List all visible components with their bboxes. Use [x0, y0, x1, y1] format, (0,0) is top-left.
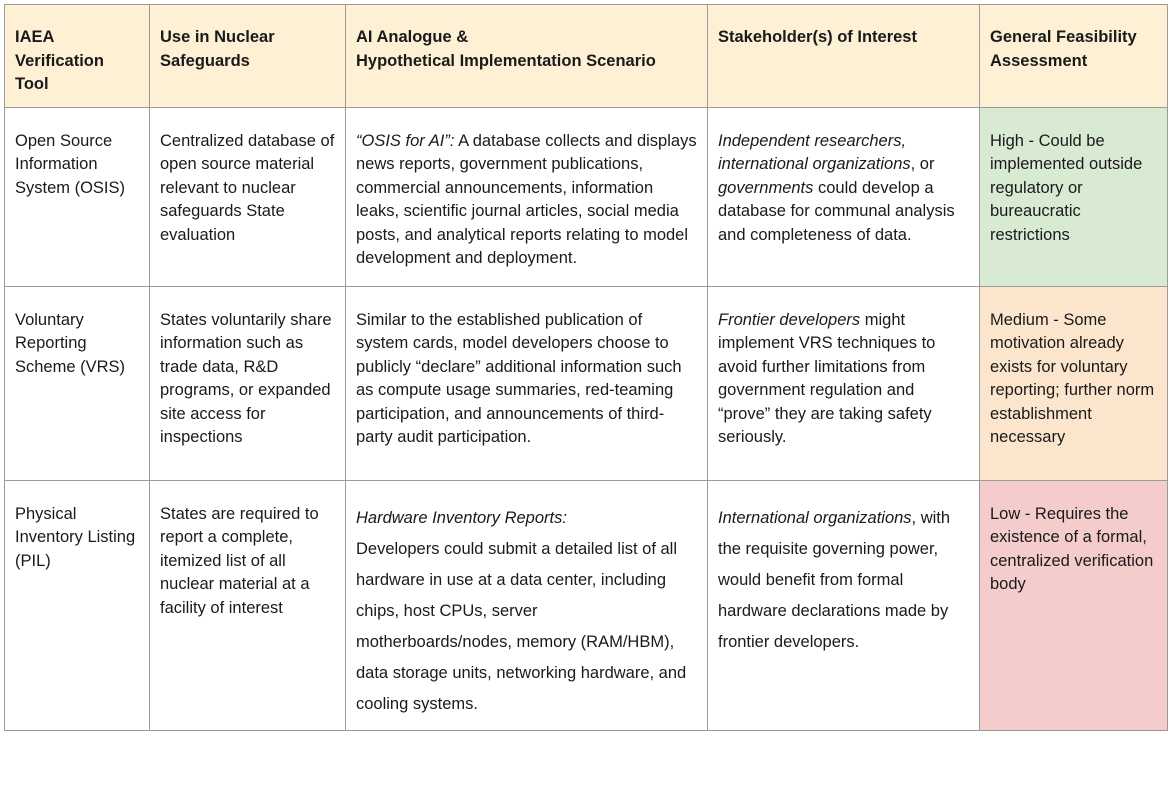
cell-stakeholders [708, 107, 980, 286]
cell-feasibility-low: Low - Requires the existence of a formal, centralized verification body [980, 480, 1168, 730]
stakeholder-emphasis: International organizations [718, 508, 912, 527]
header-stakeholders: Stakeholder(s) of Interest [708, 5, 980, 108]
header-feasibility: General Feasibility Assessment [980, 5, 1168, 108]
header-ai-line1: AI Analogue & [356, 28, 469, 46]
table-row [5, 107, 1168, 286]
ai-scenario-title: Hardware Inventory Reports: [356, 508, 567, 527]
table-row [5, 286, 1168, 480]
cell-feasibility-medium: Medium - Some motivation already exists for voluntary reporting; further norm establishment necessary [980, 286, 1168, 480]
cell-tool: Open Source Information System (OSIS) [5, 107, 150, 286]
stakeholder-emphasis: governments [718, 178, 814, 197]
table-row [5, 480, 1168, 730]
comparison-table-wrapper [4, 4, 1168, 731]
header-ai-analogue [346, 5, 708, 108]
header-iaea-tool: IAEA Verification Tool [5, 5, 150, 108]
stakeholder-text: , with the requisite governing power, would benefit from formal hardware declarations made by frontier developers. [718, 508, 951, 651]
stakeholder-text: might implement VRS techniques to avoid further limitations from government regulation and “prove” they are taking safety seriously. [718, 310, 936, 446]
stakeholder-text: could develop a database for communal analysis and completeness of data. [718, 178, 955, 244]
ai-scenario-text: A database collects and displays news reports, government publications, commercial announcements, information leaks, scientific journal articles, social media posts, and analytical reports relating to model development and deployment. [356, 131, 697, 267]
cell-ai-analogue [346, 107, 708, 286]
stakeholder-emphasis: Independent researchers, international organizations [718, 131, 911, 173]
ai-scenario-text: Developers could submit a detailed list of all hardware in use at a data center, including chips, host CPUs, server motherboards/nodes, memory (RAM/HBM), data storage units, networking hardware, and cooling systems. [356, 539, 687, 713]
table-header-row [5, 5, 1168, 108]
cell-use: States voluntarily share information such as trade data, R&D programs, or expanded site access for inspections [150, 286, 346, 480]
cell-use: Centralized database of open source material relevant to nuclear safeguards State evaluation [150, 107, 346, 286]
cell-use: States are required to report a complete, itemized list of all nuclear material at a facility of interest [150, 480, 346, 730]
cell-tool: Voluntary Reporting Scheme (VRS) [5, 286, 150, 480]
verification-tools-table [4, 4, 1168, 731]
cell-ai-analogue: Similar to the established publication of system cards, model developers choose to publicly “declare” additional information such as compute usage summaries, red-teaming participation, and announcements of third-party audit participation. [346, 286, 708, 480]
stakeholder-emphasis: Frontier developers [718, 310, 861, 329]
ai-scenario-title: “OSIS for AI”: [356, 131, 455, 150]
cell-tool: Physical Inventory Listing (PIL) [5, 480, 150, 730]
cell-ai-analogue [346, 480, 708, 730]
cell-feasibility-high: High - Could be implemented outside regulatory or bureaucratic restrictions [980, 107, 1168, 286]
cell-stakeholders [708, 286, 980, 480]
cell-stakeholders [708, 480, 980, 730]
header-ai-line2: Hypothetical Implementation Scenario [356, 51, 656, 70]
header-nuclear-use: Use in Nuclear Safeguards [150, 5, 346, 108]
stakeholder-text: , or [910, 155, 935, 173]
